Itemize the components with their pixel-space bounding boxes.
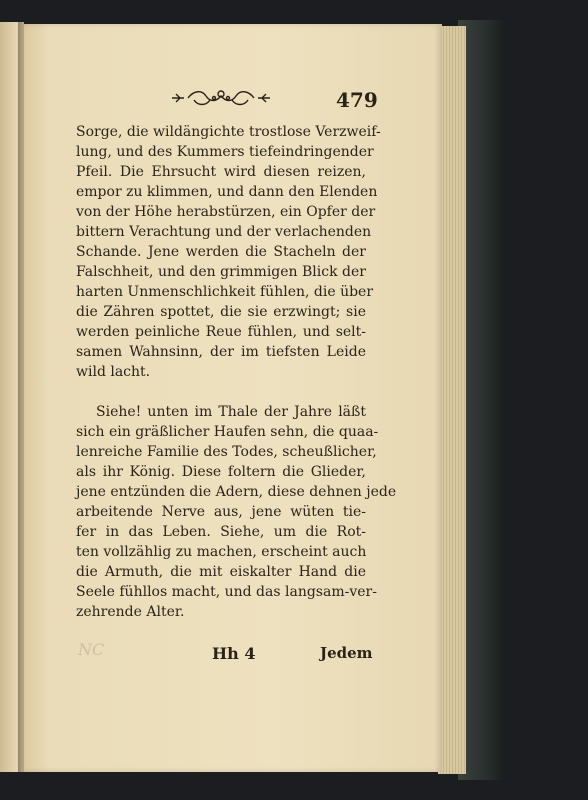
text-line: fer in das Leben. Siehe, um die Rot- (76, 524, 366, 540)
text-line: jene entzünden die Adern, diese dehnen jede (76, 484, 397, 500)
text-line: sich ein gräßlicher Haufen sehn, die quaa- (76, 424, 379, 440)
page-number: 479 (336, 88, 378, 112)
text-line: Pfeil. Die Ehrsucht wird diesen reizen, (76, 164, 366, 180)
text-line: empor zu klimmen, und dann den Elenden (76, 184, 378, 200)
printer-signature: Hh 4 (212, 644, 256, 663)
page-block-edges (438, 26, 466, 774)
text-line: ten vollzählig zu machen, erscheint auch (76, 544, 367, 560)
text-line: lenreiche Familie des Todes, scheußlicher, (76, 444, 377, 460)
text-line: Siehe! unten im Thale der Jahre läßt (96, 404, 366, 420)
text-line: werden peinliche Reue fühlen, und selt- (76, 324, 366, 340)
text-line: harten Unmenschlichkeit fühlen, die über (76, 284, 374, 300)
text-line: die Zähren spottet, die sie erzwingt; sie (76, 304, 366, 320)
text-line: lung, und des Kummers tiefeindringender (76, 144, 374, 160)
body-text (76, 122, 397, 622)
text-line: Sorge, die wildängichte trostlose Verzweif- (76, 124, 381, 140)
ornament-icon (170, 88, 272, 108)
paragraph-1 (76, 122, 381, 382)
paragraph-2 (76, 402, 397, 622)
catchword: Jedem (320, 644, 373, 662)
text-line: als ihr König. Diese foltern die Glieder, (76, 464, 366, 480)
text-line: bittern Verachtung und der verlachenden (76, 224, 372, 240)
text-line: von der Höhe herabstürzen, ein Opfer der (76, 204, 376, 220)
text-line: zehrende Alter. (76, 604, 185, 620)
paragraph-gap (76, 382, 366, 402)
text-line: wild lacht. (76, 364, 151, 380)
text-line: Seele fühllos macht, und das langsam-ver- (76, 584, 377, 600)
text-line: Falschheit, und den grimmigen Blick der (76, 264, 366, 280)
text-line: samen Wahnsinn, der im tiefsten Leide (76, 344, 366, 360)
text-line: Schande. Jene werden die Stacheln der (76, 244, 366, 260)
text-line: die Armuth, die mit eiskalter Hand die (76, 564, 366, 580)
library-stamp-mark: NC (78, 640, 105, 659)
text-line: arbeitende Nerve aus, jene wüten tie- (76, 504, 366, 520)
